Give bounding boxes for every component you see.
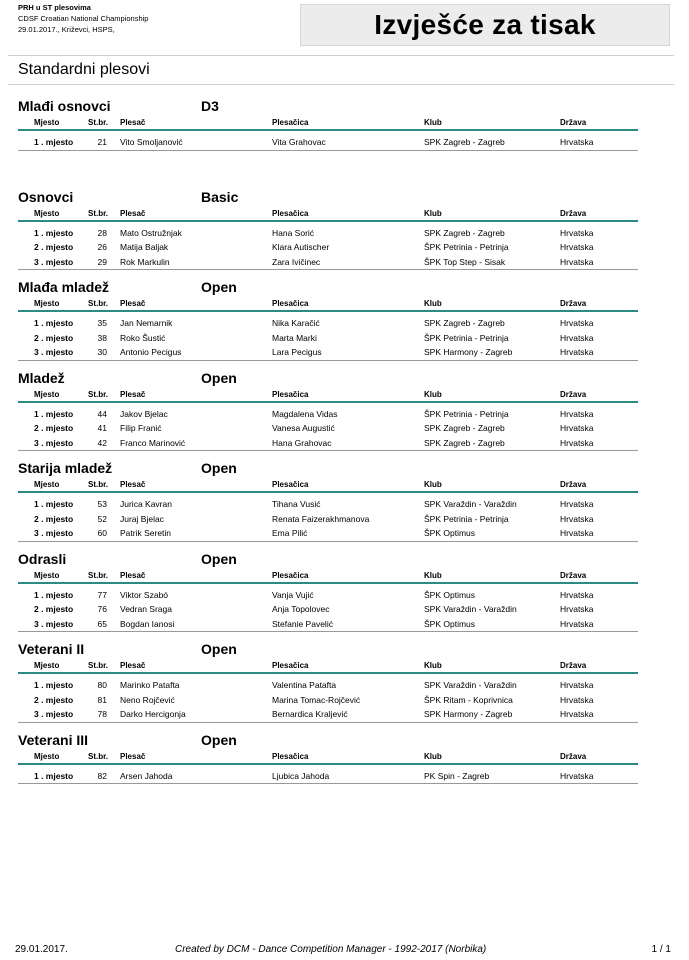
cell-place: 1 . mjesto [34, 318, 74, 328]
cell-partner: Vanja Vujić [272, 589, 314, 600]
col-header-club: Klub [424, 389, 442, 399]
cell-dancer: Roko Šustić [120, 332, 166, 343]
col-header-start-number: St.br. [88, 751, 109, 761]
table-row [18, 255, 638, 271]
category-level: Open [201, 641, 237, 657]
col-header-start-number: St.br. [88, 208, 109, 218]
cell-partner: Renata Faizerakhmanova [272, 513, 370, 524]
cell-club: ŠPK Petrinia - Petrinja [424, 242, 509, 253]
section-heading [18, 277, 638, 297]
cell-dancer: Neno Rojčević [120, 694, 175, 705]
cell-dancer: Mato Ostružnjak [120, 227, 182, 238]
cell-club: ŠPK Optimus [424, 528, 476, 539]
cell-place: 2 . mjesto [34, 332, 74, 343]
cell-partner: Ljubica Jahoda [272, 770, 330, 781]
cell-dancer: Marinko Patafta [120, 680, 180, 690]
col-header-club: Klub [424, 299, 442, 308]
cell-country: Hrvatska [560, 770, 594, 781]
championship-name: CDSF Croatian National Championship [18, 14, 149, 23]
cell-place: 3 . mjesto [34, 347, 74, 358]
cell-club: SPK Harmony - Zagreb [424, 347, 513, 358]
cell-start-number: 82 [97, 770, 107, 781]
cell-dancer: Jakov Bjelac [120, 408, 168, 419]
cell-country: Hrvatska [560, 680, 594, 690]
section-heading [18, 639, 638, 659]
cell-partner: Anja Topolovec [272, 604, 330, 615]
col-header-start-number: St.br. [88, 480, 109, 489]
cell-dancer: Jan Nemarnik [120, 318, 173, 328]
cell-start-number: 28 [97, 227, 107, 238]
table-body [18, 316, 638, 361]
col-header-dancer: Plesač [120, 118, 146, 127]
col-header-dancer: Plesač [120, 299, 146, 308]
table-row [18, 602, 638, 617]
col-header-country: Država [560, 389, 587, 399]
cell-country: Hrvatska [560, 227, 594, 238]
cell-start-number: 38 [97, 332, 107, 343]
cell-place: 1 . mjesto [34, 137, 74, 147]
table-row [18, 421, 638, 436]
col-header-partner: Plesačica [272, 751, 309, 761]
category-name: Osnovci [18, 188, 74, 205]
category-name: Starija mladež [18, 460, 113, 476]
cell-start-number: 35 [97, 318, 107, 328]
col-header-country: Država [560, 480, 587, 489]
table-row [18, 617, 638, 633]
cell-dancer: Franco Marinović [120, 437, 186, 448]
cell-country: Hrvatska [560, 318, 594, 328]
cell-dancer: Patrik Seretin [120, 528, 172, 539]
col-header-dancer: Plesač [120, 208, 146, 218]
results-section [18, 730, 638, 821]
table-row [18, 693, 638, 708]
col-header-club: Klub [424, 208, 442, 218]
category-name: Odrasli [18, 550, 67, 567]
cell-start-number: 30 [97, 347, 107, 358]
cell-club: ŠPK Petrinia - Petrinja [424, 332, 509, 343]
cell-club: ŠPK Top Step - Sisak [424, 256, 506, 267]
organization-name: PRH u ST plesovima [18, 3, 91, 12]
col-header-dancer: Plesač [120, 570, 146, 580]
cell-place: 2 . mjesto [34, 694, 74, 705]
table-body [18, 678, 638, 723]
results-section [18, 96, 638, 187]
col-header-club: Klub [424, 570, 442, 580]
cell-country: Hrvatska [560, 694, 594, 705]
col-header-start-number: St.br. [88, 118, 109, 127]
cell-partner: Hana Grahovac [272, 437, 332, 448]
cell-country: Hrvatska [560, 604, 594, 615]
cell-club: ŠPK Petrinia - Petrinja [424, 513, 509, 524]
footer-credit: Created by DCM - Dance Competition Manager - 1992-2017 (Norbika) [175, 944, 487, 955]
table-row [18, 678, 638, 693]
col-header-partner: Plesačica [272, 480, 309, 489]
cell-country: Hrvatska [560, 618, 594, 629]
category-name: Veterani II [18, 641, 85, 657]
cell-partner: Magdalena Vidas [272, 408, 338, 419]
cell-start-number: 41 [97, 423, 107, 434]
cell-partner: Vita Grahovac [272, 137, 326, 147]
col-header-place: Mjesto [34, 118, 60, 127]
cell-partner: Nika Karačić [272, 318, 320, 328]
cell-partner: Zara Ivičinec [272, 256, 321, 267]
col-header-club: Klub [424, 480, 442, 489]
col-header-start-number: St.br. [88, 389, 109, 399]
category-level: D3 [201, 98, 219, 114]
report-title-box [300, 4, 670, 46]
col-header-place: Mjesto [34, 480, 60, 489]
cell-club: ŠPK Optimus [424, 618, 476, 629]
table-header [18, 207, 638, 222]
cell-dancer: Vito Smoljanović [120, 137, 183, 147]
col-header-start-number: St.br. [88, 570, 109, 580]
cell-club: SPK Harmony - Zagreb [424, 709, 513, 720]
col-header-place: Mjesto [34, 389, 60, 399]
table-row [18, 316, 638, 331]
table-body [18, 135, 638, 151]
cell-place: 3 . mjesto [34, 256, 74, 267]
cell-start-number: 52 [97, 513, 107, 524]
cell-partner: Marina Tomac-Rojčević [272, 694, 361, 705]
cell-country: Hrvatska [560, 137, 594, 147]
results-section [18, 458, 638, 549]
cell-place: 3 . mjesto [34, 437, 74, 448]
cell-country: Hrvatska [560, 242, 594, 253]
table-body [18, 226, 638, 271]
col-header-start-number: St.br. [88, 661, 109, 670]
cell-country: Hrvatska [560, 513, 594, 524]
cell-club: SPK Zagreb - Zagreb [424, 318, 505, 328]
cell-partner: Ema Pilić [272, 528, 308, 539]
category-level: Open [201, 369, 237, 386]
cell-start-number: 78 [97, 709, 107, 720]
table-row [18, 526, 638, 542]
category-level: Open [201, 550, 237, 567]
table-header [18, 297, 638, 312]
cell-start-number: 53 [97, 499, 107, 509]
col-header-country: Država [560, 751, 587, 761]
table-row [18, 436, 638, 452]
col-header-place: Mjesto [34, 751, 60, 761]
cell-club: ŠPK Petrinia - Petrinja [424, 408, 509, 419]
col-header-club: Klub [424, 118, 442, 127]
section-heading [18, 187, 638, 207]
cell-partner: Vanesa Augustić [272, 423, 335, 434]
cell-start-number: 29 [97, 256, 107, 267]
cell-partner: Marta Marki [272, 332, 317, 343]
cell-country: Hrvatska [560, 528, 594, 539]
cell-dancer: Antonio Pecigus [120, 347, 182, 358]
table-row [18, 497, 638, 512]
col-header-place: Mjesto [34, 661, 60, 670]
cell-place: 1 . mjesto [34, 408, 74, 419]
col-header-country: Država [560, 208, 587, 218]
table-header [18, 659, 638, 674]
table-body [18, 769, 638, 785]
cell-partner: Lara Pecigus [272, 347, 322, 358]
table-row [18, 135, 638, 151]
table-header [18, 116, 638, 131]
cell-club: SPK Zagreb - Zagreb [424, 437, 505, 448]
col-header-place: Mjesto [34, 208, 60, 218]
cell-partner: Tihana Vusić [272, 499, 321, 509]
category-level: Basic [201, 188, 239, 205]
table-header [18, 388, 638, 403]
table-body [18, 588, 638, 633]
cell-country: Hrvatska [560, 589, 594, 600]
category-name: Mlađa mladež [18, 279, 110, 295]
col-header-country: Država [560, 118, 587, 127]
col-header-dancer: Plesač [120, 751, 146, 761]
report-title: Izvješće za tisak [374, 9, 596, 40]
col-header-country: Država [560, 661, 587, 670]
table-body [18, 497, 638, 542]
cell-country: Hrvatska [560, 332, 594, 343]
table-row [18, 769, 638, 785]
cell-start-number: 76 [97, 604, 107, 615]
table-header [18, 750, 638, 765]
col-header-partner: Plesačica [272, 661, 309, 670]
cell-dancer: Juraj Bjelac [120, 513, 164, 524]
cell-partner: Valentina Patafta [272, 680, 337, 690]
cell-dancer: Arsen Jahoda [120, 770, 173, 781]
cell-start-number: 65 [97, 618, 107, 629]
cell-partner: Hana Sorić [272, 227, 315, 238]
col-header-partner: Plesačica [272, 118, 309, 127]
cell-dancer: Vedran Sraga [120, 604, 172, 615]
cell-place: 1 . mjesto [34, 770, 74, 781]
cell-start-number: 44 [97, 408, 107, 419]
cell-dancer: Filip Franić [120, 423, 162, 434]
table-row [18, 331, 638, 346]
table-row [18, 240, 638, 255]
cell-start-number: 80 [97, 680, 107, 690]
col-header-country: Država [560, 570, 587, 580]
cell-partner: Bernardica Kraljević [272, 709, 348, 720]
cell-club: SPK Zagreb - Zagreb [424, 227, 505, 238]
col-header-dancer: Plesač [120, 389, 146, 399]
cell-place: 2 . mjesto [34, 604, 74, 615]
cell-country: Hrvatska [560, 256, 594, 267]
table-row [18, 707, 638, 723]
cell-place: 1 . mjesto [34, 680, 74, 690]
cell-place: 2 . mjesto [34, 242, 74, 253]
results-section [18, 187, 638, 278]
section-heading [18, 368, 638, 388]
cell-start-number: 21 [97, 137, 107, 147]
cell-dancer: Darko Hercigonja [120, 709, 186, 720]
cell-club: PK Spin - Zagreb [424, 770, 490, 781]
cell-country: Hrvatska [560, 408, 594, 419]
table-row [18, 226, 638, 241]
document-header-info [18, 2, 148, 35]
cell-start-number: 42 [97, 437, 107, 448]
results-section [18, 639, 638, 730]
table-body [18, 407, 638, 452]
cell-start-number: 81 [97, 694, 107, 705]
col-header-start-number: St.br. [88, 299, 109, 308]
section-heading [18, 549, 638, 569]
cell-place: 1 . mjesto [34, 589, 74, 600]
cell-place: 3 . mjesto [34, 618, 74, 629]
category-level: Open [201, 460, 237, 476]
cell-place: 3 . mjesto [34, 528, 74, 539]
results-section [18, 368, 638, 459]
category-name: Mlađi osnovci [18, 98, 111, 114]
cell-place: 2 . mjesto [34, 513, 74, 524]
cell-start-number: 77 [97, 589, 107, 600]
cell-club: SPK Varaždin - Varaždin [424, 499, 517, 509]
cell-dancer: Jurica Kavran [120, 499, 172, 509]
col-header-club: Klub [424, 661, 442, 670]
cell-dancer: Viktor Szabó [120, 589, 169, 600]
category-level: Open [201, 279, 237, 295]
category-level: Open [201, 731, 237, 748]
cell-country: Hrvatska [560, 499, 594, 509]
col-header-dancer: Plesač [120, 480, 146, 489]
col-header-partner: Plesačica [272, 208, 309, 218]
discipline-subtitle: Standardni plesovi [8, 55, 674, 85]
cell-start-number: 60 [97, 528, 107, 539]
table-row [18, 345, 638, 361]
cell-place: 2 . mjesto [34, 423, 74, 434]
col-header-dancer: Plesač [120, 661, 146, 670]
cell-place: 3 . mjesto [34, 709, 74, 720]
date-place: 29.01.2017., Križevci, HSPS, [18, 25, 115, 34]
cell-dancer: Matija Baljak [120, 242, 169, 253]
cell-country: Hrvatska [560, 437, 594, 448]
cell-place: 1 . mjesto [34, 227, 74, 238]
col-header-partner: Plesačica [272, 570, 309, 580]
cell-club: ŠPK Optimus [424, 589, 476, 600]
results-sections [18, 96, 638, 820]
table-row [18, 407, 638, 422]
cell-start-number: 26 [97, 242, 107, 253]
footer-page-number: 1 / 1 [651, 944, 671, 955]
category-name: Mladež [18, 369, 65, 386]
table-row [18, 588, 638, 603]
cell-club: SPK Varaždin - Varaždin [424, 680, 517, 690]
section-heading [18, 730, 638, 750]
col-header-partner: Plesačica [272, 389, 309, 399]
results-section [18, 277, 638, 368]
cell-club: SPK Zagreb - Zagreb [424, 423, 505, 434]
section-heading [18, 96, 638, 116]
col-header-place: Mjesto [34, 299, 60, 308]
cell-partner: Klara Autischer [272, 242, 330, 253]
table-header [18, 569, 638, 584]
section-heading [18, 458, 638, 478]
results-section [18, 549, 638, 640]
cell-place: 1 . mjesto [34, 499, 74, 509]
cell-club: SPK Zagreb - Zagreb [424, 137, 505, 147]
col-header-club: Klub [424, 751, 442, 761]
cell-club: ŠPK Ritam - Koprivnica [424, 694, 513, 705]
table-header [18, 478, 638, 493]
cell-dancer: Rok Markulin [120, 256, 170, 267]
page-footer [0, 944, 689, 958]
cell-country: Hrvatska [560, 423, 594, 434]
cell-country: Hrvatska [560, 709, 594, 720]
cell-partner: Stefanie Pavelić [272, 618, 333, 629]
cell-club: SPK Varaždin - Varaždin [424, 604, 517, 615]
col-header-country: Država [560, 299, 587, 308]
category-name: Veterani III [18, 731, 89, 748]
footer-date: 29.01.2017. [15, 944, 68, 955]
col-header-place: Mjesto [34, 570, 60, 580]
cell-dancer: Bogdan Ianosi [120, 618, 175, 629]
table-row [18, 512, 638, 527]
cell-country: Hrvatska [560, 347, 594, 358]
col-header-partner: Plesačica [272, 299, 309, 308]
